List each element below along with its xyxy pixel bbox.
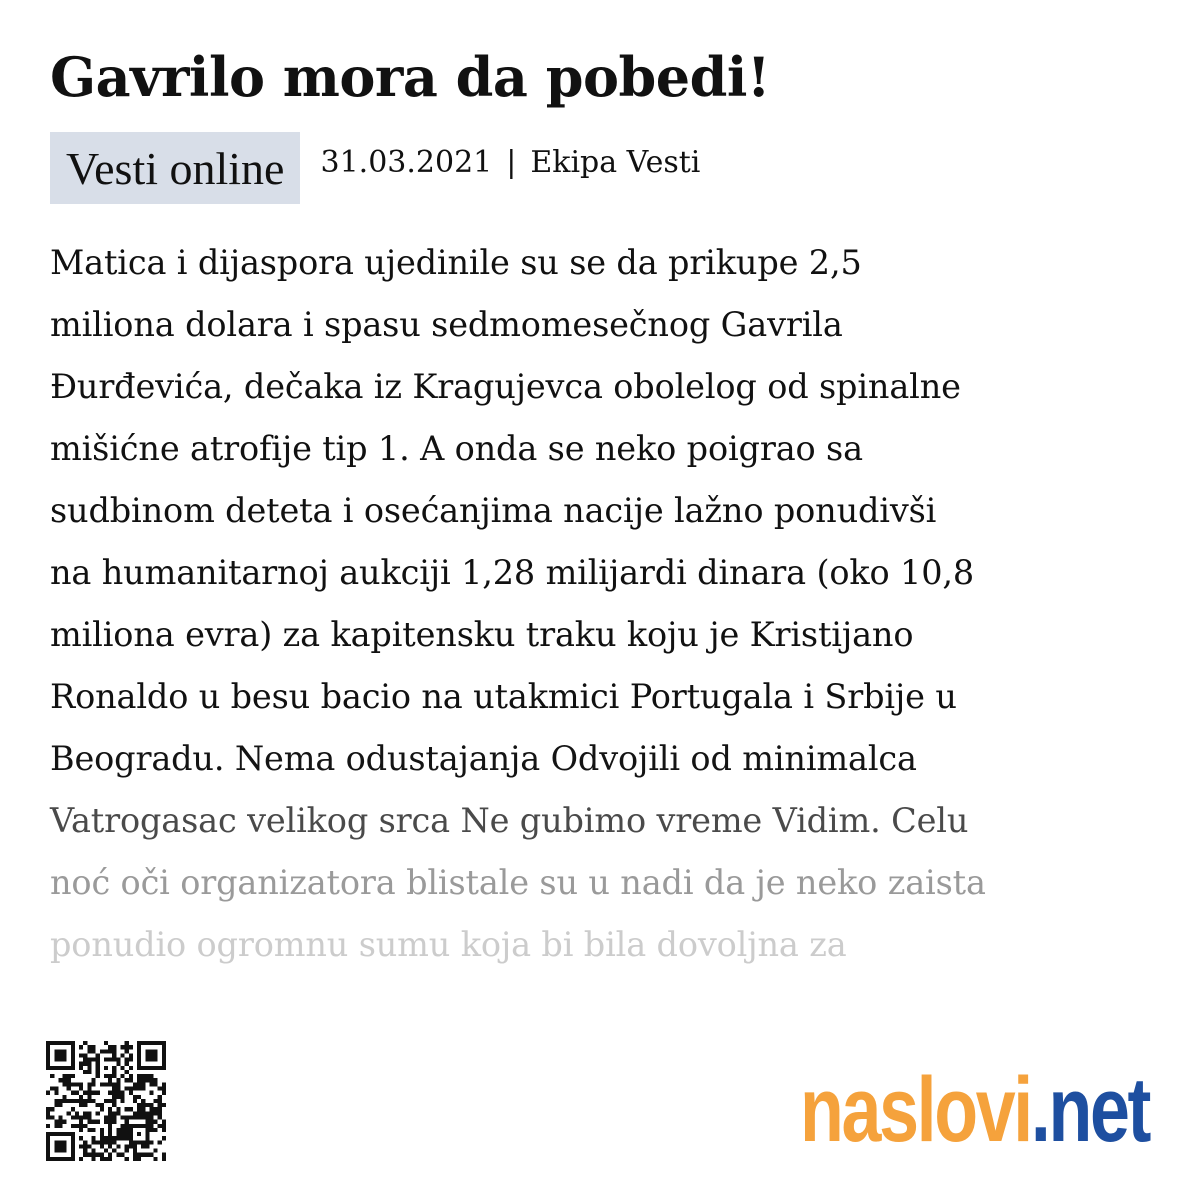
- article-line: Ronaldo u besu bacio na utakmici Portugala i Srbije u: [50, 677, 957, 716]
- article-line: miliona evra) za kapitensku traku koju je Kristijano: [50, 615, 914, 654]
- publish-date: 31.03.2021: [320, 144, 493, 180]
- article-line: Beogradu. Nema odustajanja Odvojili od minimalca: [50, 739, 917, 778]
- article-line: Đurđevića, dečaka iz Kragujevca obolelog od spinalne: [50, 367, 961, 406]
- article-line: Matica i dijaspora ujedinile su se da prikupe 2,5: [50, 243, 862, 282]
- site-logo[interactable]: [800, 1055, 1150, 1165]
- meta-separator: |: [506, 144, 517, 180]
- source-badge[interactable]: Vesti online: [50, 132, 300, 204]
- article-meta: [50, 132, 700, 204]
- meta-info: [320, 145, 700, 180]
- logo-tld-text: .net: [1030, 1059, 1150, 1161]
- author-name: Ekipa Vesti: [530, 144, 701, 180]
- article-title[interactable]: Gavrilo mora da pobedi!: [50, 45, 771, 109]
- article-body: [50, 232, 1160, 976]
- article-line: mišićne atrofije tip 1. A onda se neko poigrao sa: [50, 429, 863, 468]
- article-line: ponudio ogromnu sumu koja bi bila dovoljna za: [50, 925, 847, 964]
- logo-main-text: naslovi: [800, 1059, 1031, 1161]
- qr-code-icon[interactable]: [46, 1038, 166, 1164]
- article-line: sudbinom deteta i osećanjima nacije lažno ponudivši: [50, 491, 937, 530]
- article-line: Vatrogasac velikog srca Ne gubimo vreme Vidim. Celu: [50, 801, 969, 840]
- article-line: na humanitarnoj aukciji 1,28 milijardi dinara (oko 10,8: [50, 553, 975, 592]
- article-line: miliona dolara i spasu sedmomesečnog Gavrila: [50, 305, 843, 344]
- article-line: noć oči organizatora blistale su u nadi da je neko zaista: [50, 863, 986, 902]
